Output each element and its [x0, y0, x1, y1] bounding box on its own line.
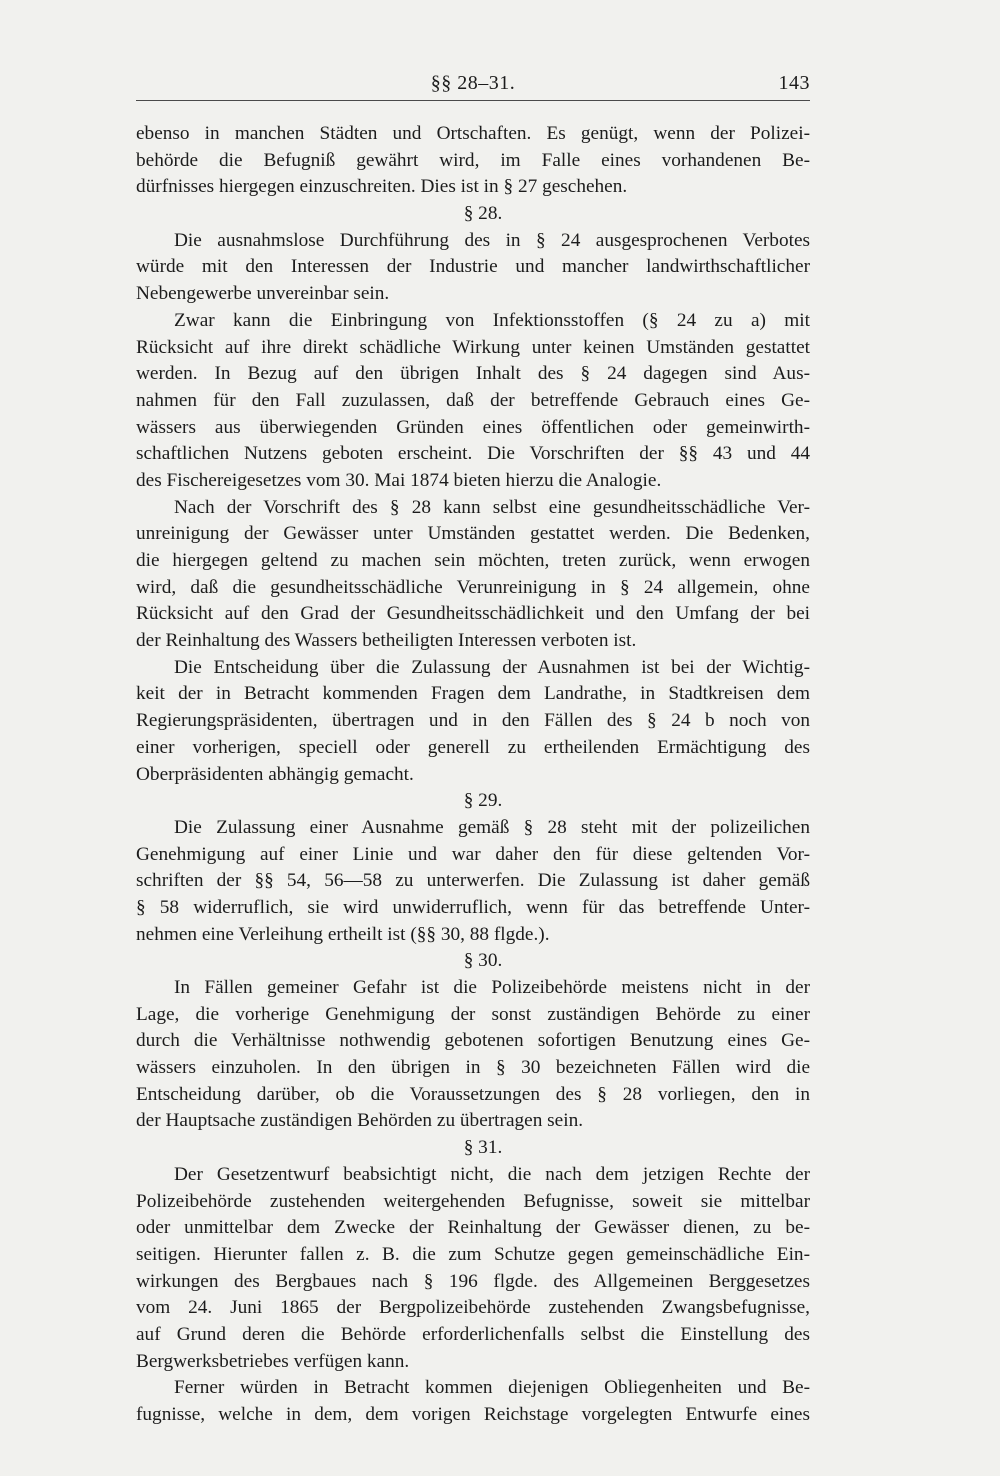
running-head: [136, 72, 810, 102]
section-heading: § 30.: [463, 950, 503, 972]
text-line: Genehmigung auf einer Linie und war daher den für diese geltenden Vor-: [136, 843, 810, 865]
text-line: seitigen. Hierunter fallen z. B. die zum Schutze gegen gemeinschädliche Ein-: [136, 1243, 810, 1265]
text-line: Lage, die vorherige Genehmigung der sonst zuständigen Behörde zu einer: [136, 1003, 810, 1025]
text-line: des Fischereigesetzes vom 30. Mai 1874 bieten hierzu die Analogie.: [136, 469, 662, 491]
text-line: wässers einzuholen. In den übrigen in § 30 bezeichneten Fällen wird die: [136, 1057, 810, 1079]
text-line: ebenso in manchen Städten und Ortschaften. Es genügt, wenn der Polizei-: [136, 123, 810, 144]
text-line: oder unmittelbar dem Zwecke der Reinhaltung der Gewässer dienen, zu be-: [136, 1217, 810, 1239]
section-heading: § 29.: [463, 790, 503, 812]
paragraph: [136, 1162, 810, 1376]
text-line: der Reinhaltung des Wassers betheiligten Interessen verboten ist.: [136, 630, 637, 652]
text-line: der Hauptsache zuständigen Behörden zu übertragen sein.: [136, 1110, 584, 1132]
paragraph: [136, 495, 810, 655]
section-heading: § 28.: [463, 203, 503, 225]
text-line: Oberpräsidenten abhängig gemacht.: [136, 763, 414, 785]
header-rule: [136, 100, 810, 101]
text-line: Rücksicht auf ihre direkt schädliche Wirkung unter keinen Umständen gestattet: [136, 336, 810, 358]
paragraph: [136, 228, 810, 308]
text-line: Nebengewerbe unvereinbar sein.: [136, 283, 390, 305]
text-line: schriften der §§ 54, 56—58 zu unterwerfen. Die Zulassung ist daher gemäß: [136, 870, 810, 892]
text-line: die hiergegen geltend zu machen sein möchten, treten zurück, wenn erwogen: [136, 550, 810, 571]
text-line: würde mit den Interessen der Industrie und mancher landwirthschaftlicher: [136, 256, 810, 278]
paragraph: [136, 121, 810, 201]
text-line: vom 24. Juni 1865 der Bergpolizeibehörde zustehenden Zwangsbefugnisse,: [136, 1297, 810, 1319]
text-line: wird, daß die gesundheitsschädliche Verunreinigung in § 24 allgemein, ohne: [136, 576, 810, 598]
text-line: fugnisse, welche in dem, dem vorigen Reichstage vorgelegten Entwurfe eines: [136, 1404, 810, 1425]
text-line: nehmen eine Verleihung ertheilt ist (§§ 30, 88 flgde.).: [136, 923, 550, 945]
page-body: [136, 121, 810, 1429]
text-line: Zwar kann die Einbringung von Infektionsstoffen (§ 24 zu a) mit: [174, 309, 810, 331]
text-line: Ferner würden in Betracht kommen diejenigen Obliegenheiten und Be-: [174, 1377, 810, 1399]
paragraph: [136, 975, 810, 1135]
section-heading: § 31.: [463, 1137, 503, 1159]
text-line: behörde die Befugniß gewährt wird, im Falle eines vorhandenen Be-: [136, 149, 810, 171]
text-line: Bergwerksbetriebes verfügen kann.: [136, 1350, 410, 1372]
text-line: unreinigung der Gewässer unter Umständen gestattet werden. Die Bedenken,: [136, 523, 810, 545]
text-line: werden. In Bezug auf den übrigen Inhalt des § 24 dagegen sind Aus-: [136, 363, 810, 385]
text-line: nahmen für den Fall zuzulassen, daß der betreffende Gebrauch eines Ge-: [136, 389, 810, 411]
text-line: Die Zulassung einer Ausnahme gemäß § 28 steht mit der polizeilichen: [174, 816, 810, 838]
text-line: Nach der Vorschrift des § 28 kann selbst eine gesundheitsschädliche Ver-: [174, 496, 810, 518]
text-line: § 58 widerruflich, sie wird unwiderruflich, wenn für das betreffende Unter-: [136, 896, 810, 918]
text-line: Die ausnahmslose Durchführung des in § 24 ausgesprochenen Verbotes: [174, 229, 810, 251]
running-head-sections: §§ 28–31.: [430, 72, 516, 94]
text-line: auf Grund deren die Behörde erforderlichenfalls selbst die Einstellung des: [136, 1323, 810, 1345]
text-line: Polizeibehörde zustehenden weitergehenden Befugnisse, soweit sie mittelbar: [136, 1190, 810, 1212]
text-line: Regierungspräsidenten, übertragen und in den Fällen des § 24 b noch von: [136, 710, 810, 732]
text-line: durch die Verhältnisse nothwendig gebotenen sofortigen Benutzung eines Ge-: [136, 1030, 810, 1052]
text-line: Entscheidung darüber, ob die Voraussetzungen des § 28 vorliegen, den in: [136, 1083, 810, 1105]
text-line: wirkungen des Bergbaues nach § 196 flgde. des Allgemeinen Berggesetzes: [136, 1270, 810, 1292]
text-line: In Fällen gemeiner Gefahr ist die Polizeibehörde meistens nicht in der: [174, 977, 810, 998]
text-line: schaftlichen Nutzens geboten erscheint. Die Vorschriften der §§ 43 und 44: [136, 443, 810, 465]
text-line: wässers aus überwiegenden Gründen eines öffentlichen oder gemeinwirth-: [136, 416, 810, 438]
paragraph: [136, 655, 810, 788]
text-line: Die Entscheidung über die Zulassung der Ausnahmen ist bei der Wichtig-: [174, 656, 810, 678]
page-number: 143: [778, 72, 810, 94]
paragraph: [136, 308, 810, 495]
text-line: Der Gesetzentwurf beabsichtigt nicht, die nach dem jetzigen Rechte der: [174, 1163, 810, 1185]
paragraph: [136, 815, 810, 948]
text-line: keit der in Betracht kommenden Fragen dem Landrathe, in Stadtkreisen dem: [136, 683, 810, 705]
paragraph: [136, 1375, 810, 1428]
text-line: Rücksicht auf den Grad der Gesundheitsschädlichkeit und den Umfang der bei: [136, 603, 810, 625]
text-line: einer vorherigen, speciell oder generell zu ertheilenden Ermächtigung des: [136, 736, 810, 758]
text-line: dürfnisses hiergegen einzuschreiten. Dies ist in § 27 geschehen.: [136, 176, 628, 198]
